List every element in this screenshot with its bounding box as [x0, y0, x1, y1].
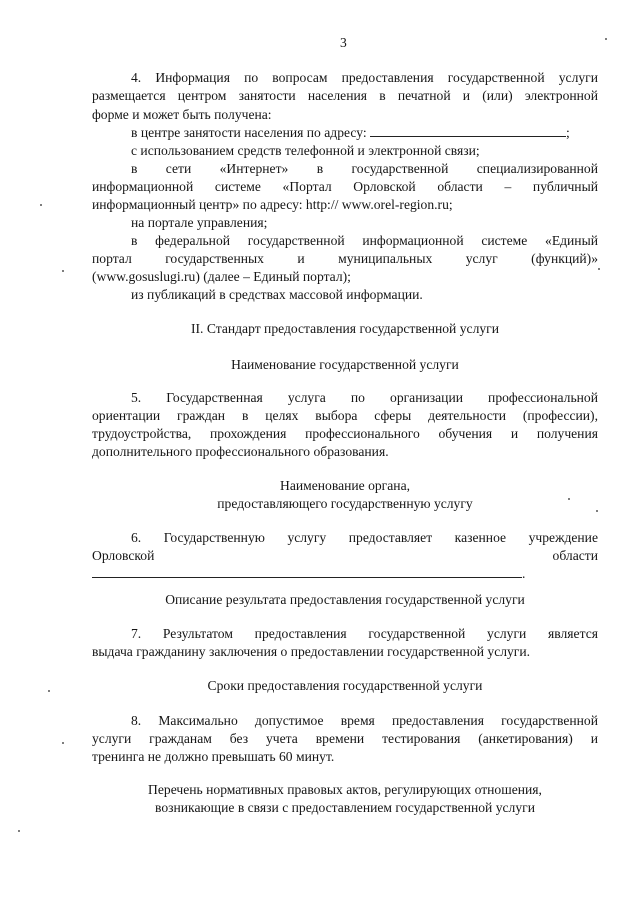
scan-speck	[605, 38, 607, 40]
item-4-line-12: (www.gosuslugi.ru) (далее – Единый портал);	[92, 269, 351, 284]
item-4-line-2: размещается центром занятости населения в печатной и (или) электронной	[92, 88, 598, 103]
section-2-title: II. Стандарт предоставления государственной услуги	[190, 321, 499, 336]
heading-organ-line-2: предоставляющего государственную услугу	[217, 496, 473, 511]
address-end: ;	[566, 125, 570, 140]
address-label: в центре занятости населения по адресу:	[131, 125, 367, 140]
item-6-line-2: Орловской области	[92, 548, 598, 563]
scan-speck	[40, 204, 42, 206]
heading-result: Описание результата предоставления государственной услуги	[165, 592, 525, 607]
item-4-line-10: в федеральной государственной информационной системе «Единый	[131, 233, 598, 248]
scan-speck	[596, 510, 598, 512]
scan-speck	[62, 742, 64, 744]
heading-terms: Сроки предоставления государственной услуги	[207, 678, 483, 693]
address-blank	[370, 124, 566, 137]
page-number: 3	[340, 35, 347, 50]
item-6-blank-line	[92, 565, 598, 583]
item-8-line-3: тренинга не должно превышать 60 минут.	[92, 749, 335, 764]
scan-speck	[48, 690, 50, 692]
scan-speck	[18, 830, 20, 832]
item-4-line-6: в сети «Интернет» в государственной специализированной	[131, 161, 598, 176]
item-5-line-3: трудоустройства, прохождения профессионального обучения и получения	[92, 426, 598, 441]
organization-blank	[92, 565, 522, 578]
heading-acts-line-2: возникающие в связи с предоставлением государственной услуги	[155, 800, 535, 815]
item-6-end: .	[522, 566, 526, 581]
item-7-line-2: выдача гражданину заключения о предоставлении государственной услуги.	[92, 644, 531, 659]
item-4-address-line	[131, 124, 598, 142]
scan-speck	[62, 270, 64, 272]
item-5-line-1: 5. Государственная услуга по организации профессиональной	[131, 390, 598, 405]
heading-service-name: Наименование государственной услуги	[231, 357, 459, 372]
item-4-line-9: на портале управления;	[131, 215, 268, 230]
item-4-line-5: с использованием средств телефонной и электронной связи;	[131, 143, 480, 158]
item-8-line-2: услуги гражданам без учета времени тестирования (анкетирования) и	[92, 731, 598, 746]
item-5-line-2: ориентации граждан в целях выбора сферы деятельности (профессии),	[92, 408, 598, 423]
item-4-line-1: 4. Информация по вопросам предоставления государственной услуги	[131, 70, 598, 85]
scan-speck	[598, 268, 600, 270]
item-8-line-1: 8. Максимально допустимое время предоставления государственной	[131, 713, 598, 728]
item-4-line-7: информационной системе «Портал Орловской области – публичный	[92, 179, 598, 194]
heading-organ-line-1: Наименование органа,	[280, 478, 410, 493]
item-4-line-13: из публикаций в средствах массовой информации.	[131, 287, 423, 302]
item-4-line-3: форме и может быть получена:	[92, 107, 272, 122]
scan-speck	[568, 498, 570, 500]
item-7-line-1: 7. Результатом предоставления государственной услуги является	[131, 626, 598, 641]
heading-acts-line-1: Перечень нормативных правовых актов, регулирующих отношения,	[148, 782, 542, 797]
item-5-line-4: дополнительного профессионального образования.	[92, 444, 389, 459]
item-4-line-11: портал государственных и муниципальных услуг (функций)»	[92, 251, 598, 266]
item-6-line-1: 6. Государственную услугу предоставляет казенное учреждение	[131, 530, 598, 545]
item-4-line-8: информационный центр» по адресу: http:// www.orel-region.ru;	[92, 197, 453, 212]
